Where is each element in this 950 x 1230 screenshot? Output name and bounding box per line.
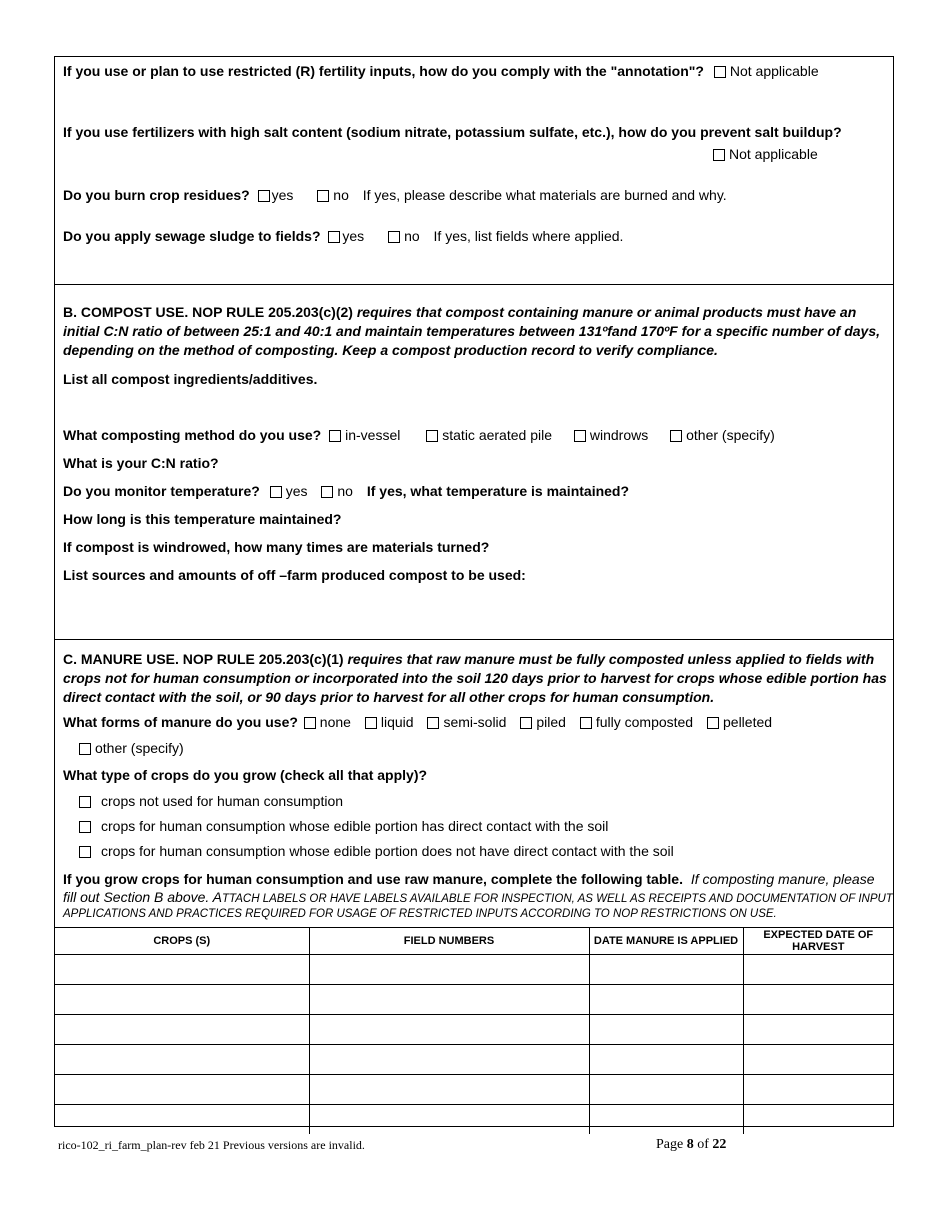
instructions-line2-b: TTACH LABELS OR HAVE LABELS AVAILABLE FOR INSPECTION, AS WELL AS RECEIPTS AND DOCUMENTATION OF INPUT <box>222 893 893 905</box>
table-row <box>55 1075 893 1105</box>
method-static-pile-label: static aerated pile <box>442 427 552 443</box>
sludge-yes-checkbox[interactable] <box>328 231 340 243</box>
q-forms: What forms of manure do you use? <box>63 714 298 730</box>
not-applicable-checkbox-1[interactable] <box>714 66 726 78</box>
method-other-label: other (specify) <box>686 427 775 443</box>
table-row <box>55 955 893 985</box>
section-c: C. MANURE USE. NOP RULE 205.203(c)(1) requires that raw manure must be fully composted unless applied to fields with crops not for human consumption or incorporated into the soil 120 days prior to harvest for crops whose edible portion has direct contact with the soil, or 90 days prior to harvest for all other crops for human consumption. What forms of manure do you use? none liquid semi-solid piled fully composted pelleted other (specify) What type of crops do you grow (check all that apply)? crops not used for human consumption crops for human consumption whose edible portion has direct contact with the soil crops for human consumption whose edible portion does not have direct contact with the soil If you grow crops for human consumption and use raw manure, complete the following table. If composting manure, please fill out Section B above. ATTACH LABELS OR HAVE LABELS AVAILABLE FOR INSPECTION, AS WELL AS RECEIPTS AND DOCUMENTATION OF INPUT APPLICATIONS AND PRACTICES REQUIRED FOR USAGE OF RESTRICTED INPUTS ACCORDING TO NOP RESTRICTIONS ON USE. <box>63 651 893 920</box>
footer-page-number <box>656 1137 726 1153</box>
col-harvest-date-header: EXPECTED DATE OF HARVEST <box>743 928 893 955</box>
not-applicable-label-1: Not applicable <box>729 63 819 79</box>
sludge-no-checkbox[interactable] <box>388 231 400 243</box>
q-salt: If you use fertilizers with high salt content (sodium nitrate, potassium sulfate, etc.), how do you prevent salt buildup? <box>63 124 842 140</box>
table-cell[interactable] <box>55 985 309 1015</box>
form-semi-solid-checkbox[interactable] <box>427 717 439 729</box>
q-ingredients: List all compost ingredients/additives. <box>63 371 318 387</box>
crop-type-1-checkbox[interactable] <box>79 796 91 808</box>
section-c-rule-3: direct contact with the soil, or 90 days prior to harvest for all other crops for human consumption. <box>63 689 715 705</box>
table-cell[interactable] <box>309 955 589 985</box>
table-cell[interactable] <box>743 1045 893 1075</box>
form-liquid-label: liquid <box>380 714 414 730</box>
table-cell[interactable] <box>589 1075 743 1105</box>
instructions-bold: If you grow crops for human consumption and use raw manure, complete the following table <box>63 871 680 887</box>
table-cell[interactable] <box>743 955 893 985</box>
form-piled-label: piled <box>536 714 566 730</box>
method-windrows-checkbox[interactable] <box>574 430 586 442</box>
instructions-line2-a: fill out Section B above. A <box>63 889 223 905</box>
section-b-rule-3: depending on the method of composting. Keep a compost production record to verify compliance. <box>63 342 718 358</box>
manure-table-header-row <box>55 928 893 955</box>
crop-type-2-label: crops for human consumption whose edible portion has direct contact with the soil <box>101 818 609 834</box>
section-b-heading: B. COMPOST USE. NOP RULE 205.203(c)(2) <box>63 304 353 320</box>
method-static-pile-checkbox[interactable] <box>426 430 438 442</box>
table-row <box>55 1045 893 1075</box>
page-of: of <box>697 1137 709 1152</box>
sludge-yes-label: yes <box>342 228 365 244</box>
form-frame <box>54 56 894 1127</box>
q-burn: Do you burn crop residues? <box>63 187 250 203</box>
page-total: 22 <box>712 1137 727 1152</box>
table-cell[interactable] <box>589 1015 743 1045</box>
q-monitor: Do you monitor temperature? <box>63 483 260 499</box>
table-cell[interactable] <box>309 1015 589 1045</box>
table-cell[interactable] <box>743 1075 893 1105</box>
q-method: What composting method do you use? <box>63 427 322 443</box>
section-b <box>55 285 893 640</box>
q-turned: If compost is windrowed, how many times are materials turned? <box>63 539 490 555</box>
form-other-checkbox[interactable] <box>79 743 91 755</box>
monitor-no-label: no <box>337 483 353 499</box>
table-cell[interactable] <box>55 1015 309 1045</box>
crop-type-3-checkbox[interactable] <box>79 846 91 858</box>
form-fully-composted-label: fully composted <box>595 714 694 730</box>
method-in-vessel-label: in-vessel <box>345 427 401 443</box>
footer-doc-id: rico-102_ri_farm_plan-rev feb 21 Previous versions are invalid. <box>58 1138 365 1152</box>
crop-type-3-label: crops for human consumption whose edible portion does not have direct contact with the soil <box>101 843 674 859</box>
table-cell[interactable] <box>589 955 743 985</box>
instructions-italic: If composting manure, please <box>690 871 875 887</box>
section-c-rule-2: crops not for human consumption or incorporated into the soil 120 days prior to harvest for crops whose edible portion has <box>63 670 887 686</box>
table-cell[interactable] <box>743 1015 893 1045</box>
section-c-heading: C. MANURE USE. NOP RULE 205.203(c)(1) <box>63 651 344 667</box>
q-crops: What type of crops do you grow (check all that apply)? <box>63 767 428 783</box>
q-ratio: What is your C:N ratio? <box>63 455 219 471</box>
burn-yes-checkbox[interactable] <box>258 190 270 202</box>
page-num: 8 <box>686 1137 694 1152</box>
form-none-label: none <box>319 714 351 730</box>
section-b-rule-1: requires that compost containing manure or animal products must have an <box>356 304 857 320</box>
form-pelleted-label: pelleted <box>723 714 773 730</box>
col-field-numbers-header: FIELD NUMBERS <box>309 928 589 955</box>
table-cell[interactable] <box>309 1105 589 1135</box>
method-windrows-label: windrows <box>589 427 649 443</box>
table-cell[interactable] <box>589 1045 743 1075</box>
table-cell[interactable] <box>55 1075 309 1105</box>
q-burn-follow: If yes, please describe what materials are burned and why. <box>362 187 727 203</box>
table-cell[interactable] <box>309 1075 589 1105</box>
table-row <box>55 1015 893 1045</box>
method-other-checkbox[interactable] <box>670 430 682 442</box>
section-b-rule-2: initial C:N ratio of between 25:1 and 40:1 and maintain temperatures between 131ºfand 170ºF for a specific number of days, <box>63 323 880 339</box>
table-cell[interactable] <box>55 955 309 985</box>
crop-type-2-checkbox[interactable] <box>79 821 91 833</box>
q-sludge-follow: If yes, list fields where applied. <box>433 228 624 244</box>
form-liquid-checkbox[interactable] <box>365 717 377 729</box>
table-cell[interactable] <box>309 985 589 1015</box>
burn-no-checkbox[interactable] <box>317 190 329 202</box>
q-sludge: Do you apply sewage sludge to fields? <box>63 228 321 244</box>
q-monitor-follow: If yes, what temperature is maintained? <box>366 483 630 499</box>
monitor-yes-checkbox[interactable] <box>270 486 282 498</box>
section-c-rule-1: requires that raw manure must be fully composted unless applied to fields with <box>347 651 875 667</box>
col-date-applied-header: DATE MANURE IS APPLIED <box>589 928 743 955</box>
table-cell[interactable] <box>743 1105 893 1135</box>
form-other-label: other (specify) <box>95 740 184 756</box>
table-cell[interactable] <box>743 985 893 1015</box>
q-duration: How long is this temperature maintained? <box>63 511 342 527</box>
col-crops-header: CROPS (S) <box>55 928 309 955</box>
monitor-yes-label: yes <box>285 483 308 499</box>
page-prefix: Page <box>656 1137 684 1152</box>
form-piled-checkbox[interactable] <box>520 717 532 729</box>
section-a <box>55 57 893 285</box>
crop-type-1-label: crops not used for human consumption <box>101 793 344 809</box>
not-applicable-label-2: Not applicable <box>729 146 818 162</box>
form-pelleted-checkbox[interactable] <box>707 717 719 729</box>
burn-no-label: no <box>333 187 349 203</box>
table-cell[interactable] <box>309 1045 589 1075</box>
monitor-no-checkbox[interactable] <box>321 486 333 498</box>
manure-table <box>55 927 893 1134</box>
method-in-vessel-checkbox[interactable] <box>329 430 341 442</box>
form-semi-solid-label: semi-solid <box>443 714 507 730</box>
table-row <box>55 985 893 1015</box>
table-cell[interactable] <box>55 1045 309 1075</box>
instructions-line3: APPLICATIONS AND PRACTICES REQUIRED FOR USAGE OF RESTRICTED INPUTS ACCORDING TO NOP RESTRICTIONS ON USE. <box>63 908 777 920</box>
sludge-no-label: no <box>404 228 420 244</box>
table-row <box>55 1105 893 1135</box>
table-cell[interactable] <box>55 1105 309 1135</box>
q-restricted: If you use or plan to use restricted (R) fertility inputs, how do you comply with the "annotation"? <box>63 63 704 79</box>
table-cell[interactable] <box>589 985 743 1015</box>
table-cell[interactable] <box>589 1105 743 1135</box>
q-sources: List sources and amounts of off –farm produced compost to be used: <box>63 567 526 583</box>
not-applicable-checkbox-2[interactable] <box>713 149 725 161</box>
form-fully-composted-checkbox[interactable] <box>580 717 592 729</box>
burn-yes-label: yes <box>271 187 294 203</box>
form-none-checkbox[interactable] <box>304 717 316 729</box>
